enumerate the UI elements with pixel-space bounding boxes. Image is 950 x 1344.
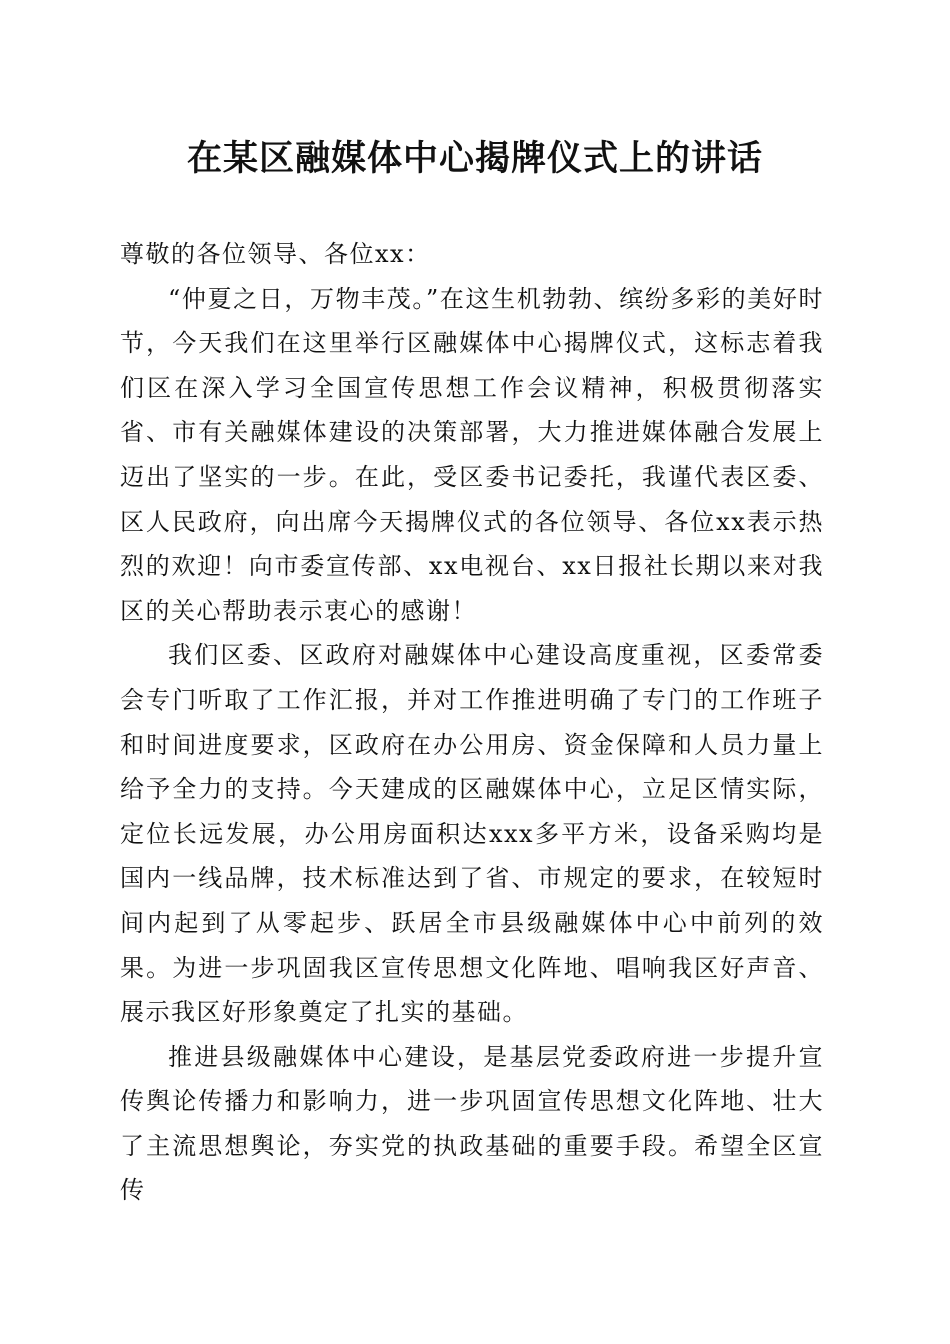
paragraph-3: 推进县级融媒体中心建设，是基层党委政府进一步提升宣传舆论传播力和影响力，进一步巩固宣传思想文化阵地、壮大了主流思想舆论，夯实党的执政基础的重要手段。希望全区宣传 — [120, 1042, 824, 1205]
paragraph-1: “仲夏之日，万物丰茂。”在这生机勃勃、缤纷多彩的美好时节，今天我们在这里举行区融媒体中心揭牌仪式，这标志着我们区在深入学习全国宣传思想工作会议精神，积极贯彻落实省、市有关融媒体建设的决策部署，大力推进媒体融合发展上迈出了坚实的一步。在此，受区委书记委托，我谨代表区委、区人民政府，向出席今天揭牌仪式的各位领导、各位xx表示热烈的欢迎！向市委宣传部、xx电视台、xx日报社长期以来对我区的关心帮助表示衷心的感谢！ — [120, 284, 824, 625]
paragraph-2: 我们区委、区政府对融媒体中心建设高度重视，区委常委会专门听取了工作汇报，并对工作推进明确了专门的工作班子和时间进度要求，区政府在办公用房、资金保障和人员力量上给予全力的支持。今天建成的区融媒体中心，立足区情实际，定位长远发展，办公用房面积达xxx多平方米，设备采购均是国内一线品牌，技术标准达到了省、市规定的要求，在较短时间内起到了从零起步、跃居全市县级融媒体中心中前列的效果。为进一步巩固我区宣传思想文化阵地、唱响我区好声音、展示我区好形象奠定了扎实的基础。 — [120, 641, 824, 1027]
document-title: 在某区融媒体中心揭牌仪式上的讲话 — [186, 138, 763, 179]
salutation: 尊敬的各位领导、各位xx： — [120, 240, 431, 268]
document-body — [120, 232, 824, 1213]
